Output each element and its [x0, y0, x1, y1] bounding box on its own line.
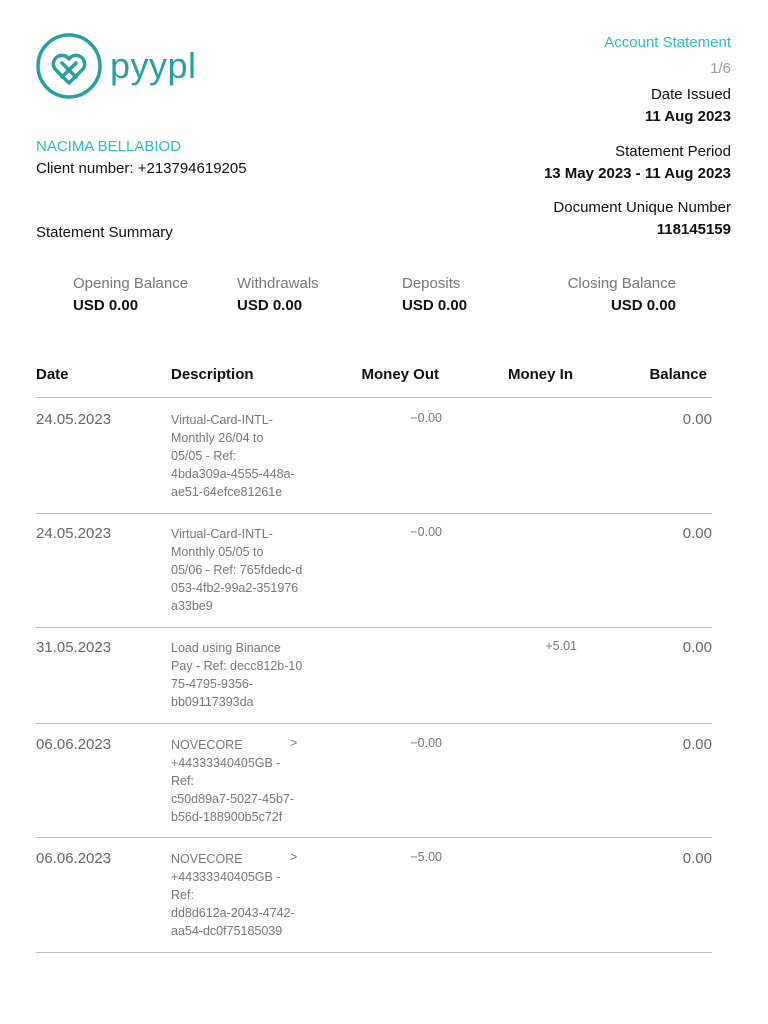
row-money-in: +5.01 — [545, 639, 577, 653]
col-header-date: Date — [36, 366, 69, 383]
pyypl-logo — [36, 33, 196, 99]
row-divider — [36, 627, 712, 628]
row-date: 24.05.2023 — [36, 411, 112, 428]
row-date: 06.06.2023 — [36, 736, 112, 753]
doc-number-value: 118145159 — [656, 221, 731, 238]
row-description: Virtual-Card-INTL- Monthly 05/05 to 05/06 - Ref: 765fdedc-d 053-4fb2-99a2-351976 a33be9 — [171, 527, 303, 613]
deposits-value: USD 0.00 — [402, 297, 468, 314]
date-issued-value: 11 Aug 2023 — [644, 108, 731, 125]
opening-balance-value: USD 0.00 — [73, 297, 139, 314]
client-name: NACIMA BELLABIOD — [36, 138, 182, 155]
row-balance: 0.00 — [682, 411, 712, 428]
summary-title: Statement Summary — [36, 224, 173, 241]
withdrawals-label: Withdrawals — [237, 275, 319, 292]
logo-wordmark: pyypl — [110, 45, 197, 86]
col-header-money-out: Money Out — [361, 366, 439, 383]
date-issued-label: Date Issued — [650, 86, 731, 103]
row-description: NOVECORE +44333340405GB - Ref: c50d89a7-5027-45b7- b56d-188900b5c72f — [171, 738, 295, 824]
opening-balance-label: Opening Balance — [73, 275, 189, 292]
summary-opening — [73, 275, 223, 314]
row-divider — [36, 952, 712, 953]
row-money-out: −0.00 — [410, 736, 442, 750]
heart-logo-icon — [36, 33, 102, 99]
doc-number-label: Document Unique Number — [553, 199, 731, 216]
row-balance: 0.00 — [682, 639, 712, 656]
header-divider — [36, 397, 712, 398]
col-header-money-in: Money In — [507, 366, 573, 383]
statement-period-label: Statement Period — [615, 143, 731, 160]
col-header-description: Description — [171, 366, 254, 383]
row-money-out: −5.00 — [410, 850, 442, 864]
col-header-balance: Balance — [649, 366, 707, 383]
row-description: Load using Binance Pay - Ref: decc812b-10 75-4795-9356- bb09117393da — [171, 641, 303, 709]
closing-balance-value: USD 0.00 — [610, 297, 676, 314]
row-money-out: −0.00 — [410, 411, 442, 425]
row-balance: 0.00 — [682, 525, 712, 542]
row-description: NOVECORE +44333340405GB - Ref: dd8d612a-2043-4742- aa54-dc0f75185039 — [171, 852, 295, 938]
closing-balance-label: Closing Balance — [567, 275, 676, 292]
row-divider — [36, 837, 712, 838]
row-date: 24.05.2023 — [36, 525, 112, 542]
row-divider — [36, 723, 712, 724]
summary-closing — [526, 275, 676, 314]
row-balance: 0.00 — [682, 736, 712, 753]
row-date: 06.06.2023 — [36, 850, 112, 867]
row-desc-arrow: > — [290, 736, 298, 750]
client-number: Client number: +213794619205 — [36, 160, 247, 177]
doc-title: Account Statement — [604, 34, 731, 51]
row-date: 31.05.2023 — [36, 639, 112, 656]
page-indicator: 1/6 — [710, 60, 731, 77]
row-desc-arrow: > — [290, 850, 298, 864]
statement-period-value: 13 May 2023 - 11 Aug 2023 — [543, 165, 731, 182]
row-balance: 0.00 — [682, 850, 712, 867]
row-money-out: −0.00 — [410, 525, 442, 539]
row-divider — [36, 513, 712, 514]
withdrawals-value: USD 0.00 — [237, 297, 303, 314]
summary-withdrawals — [237, 275, 387, 314]
deposits-label: Deposits — [402, 275, 461, 292]
row-description: Virtual-Card-INTL- Monthly 26/04 to 05/05 - Ref: 4bda309a-4555-448a- ae51-64efce81261e — [171, 413, 295, 499]
